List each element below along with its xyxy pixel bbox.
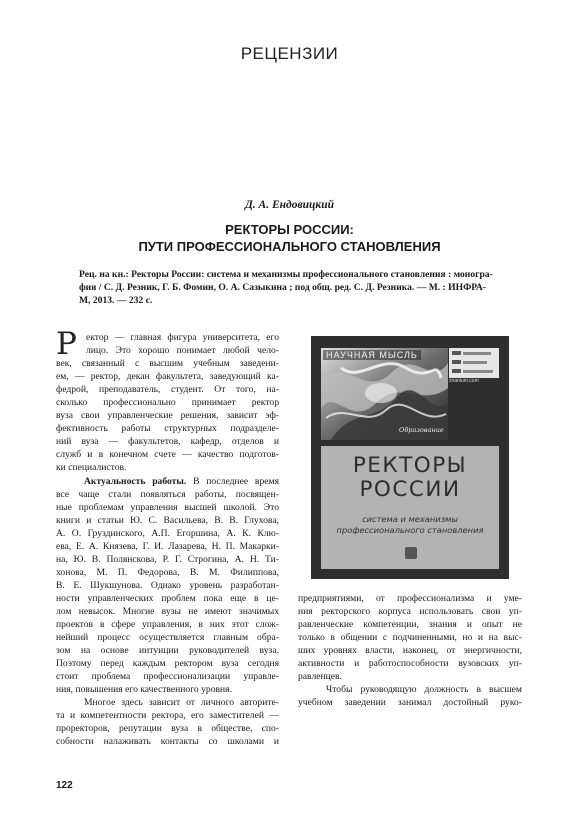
text-line: вуза свои управленческие решения, зависит эф- — [56, 410, 279, 422]
cover-subtitle-line: система и механизмы — [362, 514, 458, 524]
text-line: ева, Е. А. Князева, Г. И. Лазарева, Н. П. Макарки- — [56, 540, 279, 552]
text-line: ки специалистов. — [56, 462, 127, 474]
text-line: ния ректорского корпуса использовать свои уп- — [298, 606, 522, 618]
cover-subtitle — [321, 514, 499, 535]
cover-series-label: НАУЧНАЯ МЫСЛЬ — [323, 350, 421, 360]
text-line: предприятиями, от профессионализма и уме- — [298, 593, 522, 604]
text-line: фективность работы структурных подразделе- — [56, 423, 279, 435]
article-title-line: РЕКТОРЫ РОССИИ: — [225, 222, 354, 237]
article-title — [0, 221, 579, 255]
drop-cap: Р — [56, 326, 77, 362]
article-author: Д. А. Ендовицкий — [244, 199, 335, 211]
article-title-line: ПУТИ ПРОФЕССИОНАЛЬНОГО СТАНОВЛЕНИЯ — [138, 239, 441, 254]
text-line: на, Ю. В. Полянскова, Р. Г. Строгина, А. Н. Ти- — [56, 553, 279, 565]
text-line: проректоров, репутации вуза в обществе, спо- — [56, 723, 279, 735]
body-right-column — [298, 592, 522, 709]
book-cover-image — [311, 336, 509, 579]
publisher-logo-icon — [405, 547, 417, 559]
text-line: стоит проблема профессионализации управле- — [56, 671, 279, 683]
cover-title-line: РЕКТОРЫ — [352, 453, 468, 478]
paragraph-intro — [56, 326, 279, 475]
text-line: зом на основе интуиции руководителей вуза. — [56, 645, 279, 657]
publisher-badge — [449, 348, 499, 378]
paragraph-leadership — [298, 683, 522, 709]
relevance-heading: Актуальность работы. — [84, 475, 187, 487]
text-line: ности управленческих проблем пока еще в це- — [56, 592, 279, 604]
text-line: только в общении с подчиненными, но и на выс- — [298, 632, 522, 644]
text-line: ний вуза — факультетов, кафедр, отделов и — [56, 436, 279, 448]
text-line: все чаще стали появляться работы, посвящен- — [56, 488, 279, 500]
text-line: хонова, М. П. Федорова, В. М. Филиппова, — [56, 566, 279, 578]
cover-title-panel — [321, 446, 499, 569]
text-run: В последнее время — [186, 475, 279, 487]
cover-photo — [321, 348, 448, 440]
text-line: В. Е. Шукшунова. Однако уровень разработан- — [56, 579, 279, 591]
paragraph-authority — [56, 696, 279, 748]
text-line: учебном заведении занимал достойный руко- — [298, 697, 522, 709]
text-line: книги и статьи Ю. С. Васильева, В. В. Глухова, — [56, 514, 279, 526]
review-line: М, 2013. — 232 с. — [79, 295, 153, 307]
review-line: Рец. на кн.: Ректоры России: система и механизмы профессионального становления : моногра- — [79, 269, 493, 280]
text-line: активности и работоспособности вузовских уп- — [298, 658, 522, 670]
text-line: Чтобы руководящую должность в высшем — [326, 684, 522, 696]
text-line: ших уровнях власти, наконец, от энергичности, — [298, 645, 522, 657]
page-number: 122 — [56, 780, 73, 791]
cover-title — [321, 454, 499, 502]
cover-photo-caption: Образование — [399, 426, 444, 434]
text-line: лицо. Это хорошо понимает любой чело- — [86, 345, 279, 357]
review-reference — [79, 268, 524, 308]
body-left-column — [56, 326, 279, 749]
text-line: служб и в конечном счете — качество подготов- — [56, 449, 279, 461]
section-title: РЕЦЕНЗИИ — [240, 44, 339, 63]
text-line: ектор — главная фигура университета, его — [86, 332, 279, 343]
text-line: Поэтому перед каждым ректором вуза сегодня — [56, 658, 279, 670]
text-line: федрой, преподаватель, студент. От того, на- — [56, 384, 279, 396]
text-line: ния, повышения его качественного уровня. — [56, 684, 232, 696]
paragraph-relevance — [56, 475, 279, 697]
text-line: равленческие компетенции, знания и опыт не — [298, 619, 522, 631]
paragraph-continuation — [298, 592, 522, 683]
text-line — [56, 475, 279, 488]
text-line: век, связанный с высшим учебным заведени- — [56, 358, 279, 370]
text-line: А. О. Груздинского, А.П. Егоршина, А. К. Клю- — [56, 527, 279, 539]
cover-site: znanium.com — [449, 378, 479, 384]
text-line: та и компетентности ректора, его заместителей — — [56, 710, 279, 722]
text-line: ем, — ректор, декан факультета, заведующий ка- — [56, 371, 279, 383]
text-line: ные проблемам управления высшей школой. Это — [56, 501, 279, 513]
cover-subtitle-line: профессионального становления — [336, 524, 484, 535]
review-line: фия / С. Д. Резник, Г. Б. Фомин, О. А. Сазыкина ; под общ. ред. С. Д. Резника. — М. : ИНФРА- — [79, 282, 487, 294]
text-line: лом невысок. Многие вузы не имеют значимых — [56, 605, 279, 617]
cover-title-line: РОССИИ — [359, 477, 461, 502]
text-line: проектов в сфере управления, в них этот слож- — [56, 619, 279, 631]
text-line: сколько профессионально принимает ректор — [56, 397, 279, 409]
text-line: собности налаживать контакты со школами и — [56, 736, 279, 748]
text-line: равленцев. — [298, 671, 342, 683]
text-line: нейший процесс осуществляется главным обра- — [56, 632, 279, 644]
text-line: Многое здесь зависит от личного авторите- — [84, 697, 279, 709]
